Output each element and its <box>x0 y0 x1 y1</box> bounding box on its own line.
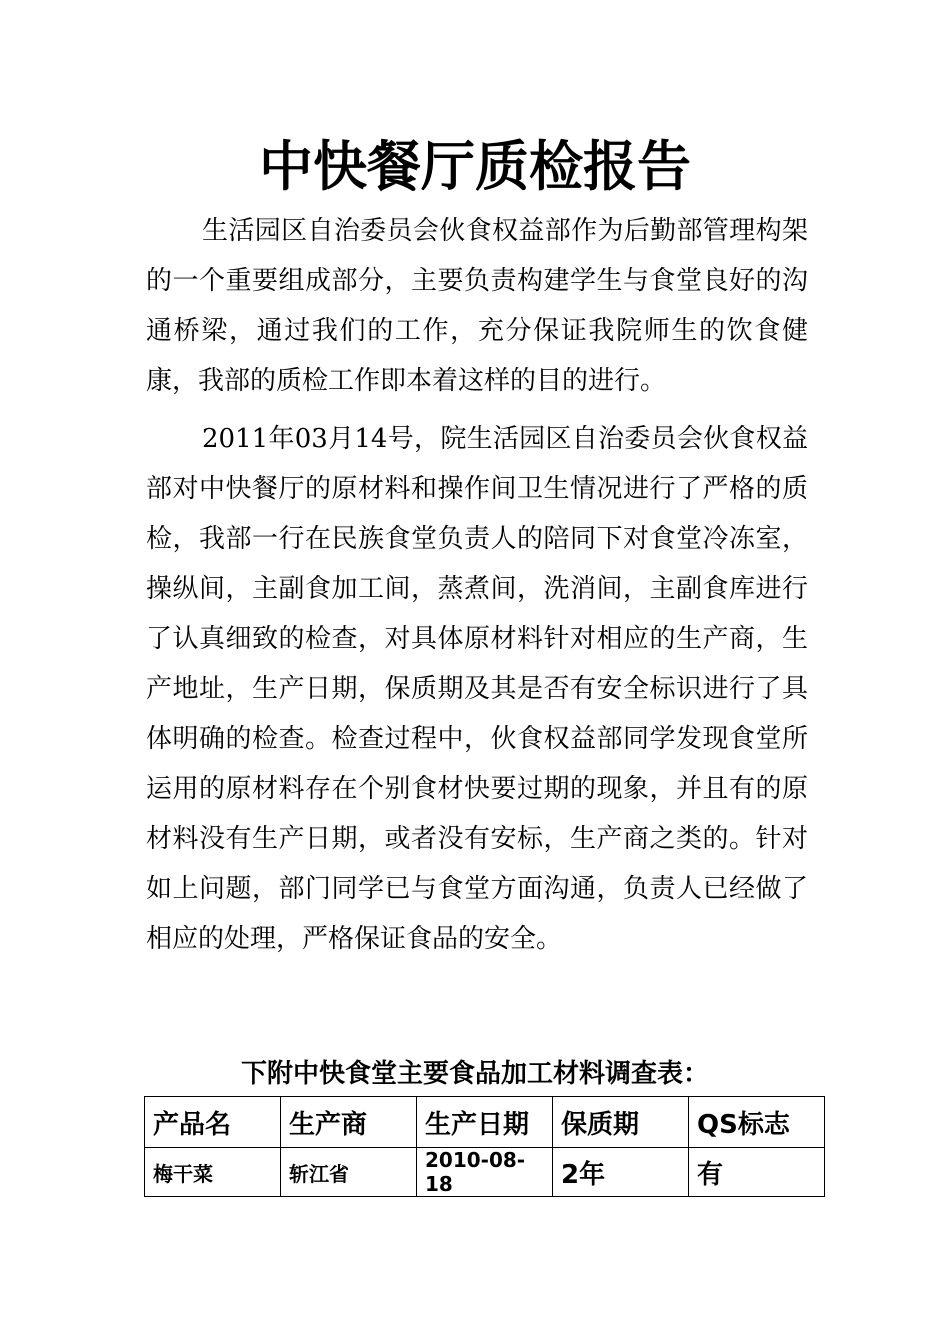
cell-shelf-life: 2年 <box>553 1148 689 1197</box>
header-qs-mark: QS标志 <box>689 1097 825 1148</box>
report-body <box>146 206 808 964</box>
page-title: 中快餐厅质检报告 <box>259 134 691 198</box>
cell-product-name: 梅干菜 <box>145 1148 281 1197</box>
cell-manufacturer: 斩江省 <box>281 1148 417 1197</box>
cell-qs-mark: 有 <box>689 1148 825 1197</box>
paragraph-intro: 生活园区自治委员会伙食权益部作为后勤部管理构架的一个重要组成部分，主要负责构建学生与食堂良好的沟通桥梁，通过我们的工作，充分保证我院师生的饮食健康，我部的质检工作即本着这样的目的进行。 <box>146 216 808 396</box>
header-product-name: 产品名 <box>145 1097 281 1148</box>
header-production-date: 生产日期 <box>417 1097 553 1148</box>
header-shelf-life: 保质期 <box>553 1097 689 1148</box>
cell-production-date: 2010-08-18 <box>417 1148 553 1197</box>
materials-table <box>144 1096 825 1197</box>
table-row <box>145 1148 825 1197</box>
paragraph-inspection: 2011年03月14号，院生活园区自治委员会伙食权益部对中快餐厅的原材料和操作间卫生情况进行了严格的质检，我部一行在民族食堂负责人的陪同下对食堂冷冻室，操纵间，主副食加工间，蒸煮间，洗消间，主副食库进行了认真细致的检查，对具体原材料针对相应的生产商，生产地址，生产日期，保质期及其是否有安全标识进行了具体明确的检查。检查过程中，伙食权益部同学发现食堂所运用的原材料存在个别食材快要过期的现象，并且有的原材料没有生产日期，或者没有安标，生产商之类的。针对如上问题，部门同学已与食堂方面沟通，负责人已经做了相应的处理，严格保证食品的安全。 <box>146 424 808 954</box>
header-manufacturer: 生产商 <box>281 1097 417 1148</box>
table-caption: 下附中快食堂主要食品加工材料调查表： <box>240 1059 709 1089</box>
table-header-row <box>145 1097 825 1148</box>
